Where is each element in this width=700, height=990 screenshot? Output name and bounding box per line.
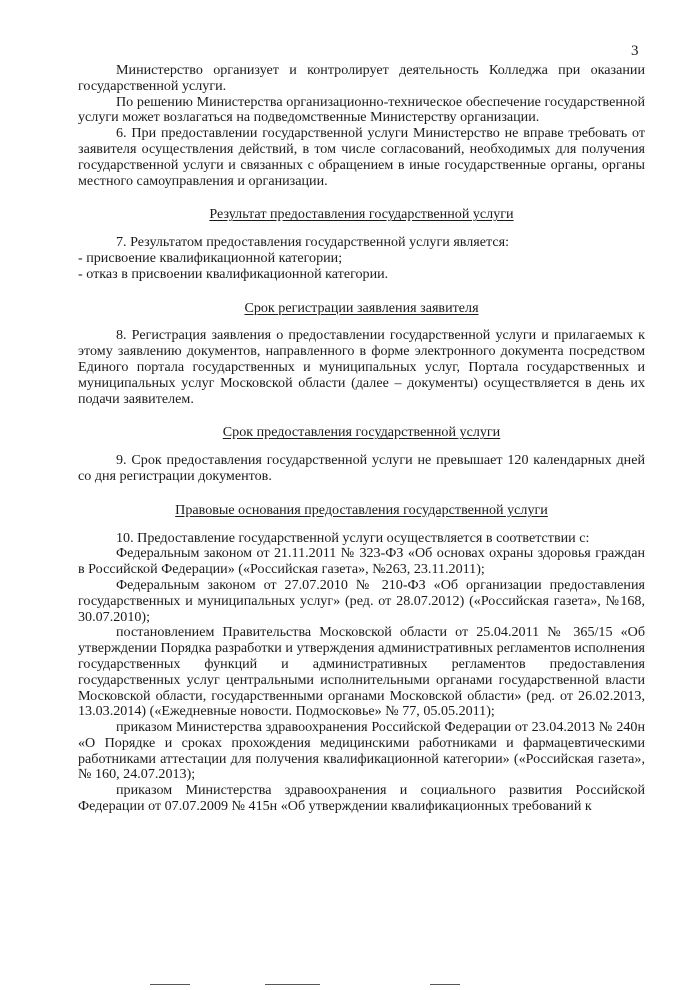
- page-number: 3: [631, 43, 639, 59]
- section-heading-term: Срок предоставления государственной услуги: [222, 424, 501, 441]
- paragraph: приказом Министерства здравоохранения Российской Федерации от 23.04.2013 № 240н «О Порядке и сроках прохождения медицинскими работниками и фармацевтическими работниками аттестации для получения квалификационной категории» («Российская газета», № 160, 24.07.2013);: [78, 719, 645, 783]
- paragraph: приказом Министерства здравоохранения и социального развития Российской Федерации от 07.07.2009 № 415н «Об утверждении квалификационных требований к: [78, 782, 645, 815]
- section-heading-legal: Правовые основания предоставления государственной услуги: [175, 501, 548, 518]
- document-body: [78, 63, 645, 815]
- paragraph: 10. Предоставление государственной услуги осуществляется в соответствии с:: [116, 529, 590, 546]
- paragraph: Федеральным законом от 27.07.2010 № 210-ФЗ «Об организации предоставления государственных и муниципальных услуг» (ред. от 28.07.2012) («Российская газета», №168, 30.07.2010);: [78, 576, 645, 625]
- paragraph: 6. При предоставлении государственной услуги Министерство не вправе требовать от заявителя осуществления действий, в том числе согласований, необходимых для получения государственной услуги и связанных с обращением в иные государственные органы, органы местного самоуправления и организации.: [78, 125, 645, 189]
- paragraph: 8. Регистрация заявления о предоставлении государственной услуги и прилагаемых к этому заявлению документов, направленного в форме электронного документа посредством Единого портала государственных и муниципальных услуг, Портала государственных и муниципальных услуг Московской области (далее – документы) осуществляется в день их подачи заявителем.: [78, 327, 645, 407]
- paragraph: 7. Результатом предоставления государственной услуги является:: [116, 234, 510, 251]
- scan-artifact: [150, 984, 190, 985]
- paragraph: По решению Министерства организационно-техническое обеспечение государственной услуги может возлагаться на подведомственные Министерству организации.: [78, 93, 645, 126]
- section-heading-registration: Срок регистрации заявления заявителя: [244, 299, 479, 316]
- paragraph: постановлением Правительства Московской области от 25.04.2011 № 365/15 «Об утверждении Порядка разработки и утверждения административных регламентов исполнения государственных функций и административных регламентов предоставления государственных услуг центральными исполнительными органами государственной власти Московской области, государственными органами Московской области» (ред. от 26.02.2013, 13.03.2014) («Ежедневные новости. Подмосковье» № 77, 05.05.2011);: [78, 624, 645, 720]
- paragraph: Министерство организует и контролирует деятельность Колледжа при оказании государственной услуги.: [78, 62, 645, 94]
- paragraph: Федеральным законом от 21.11.2011 № 323-ФЗ «Об основах охраны здоровья граждан в Российской Федерации» («Российская газета», №263, 23.11.2011);: [78, 545, 645, 578]
- list-item: - отказ в присвоении квалификационной категории.: [78, 265, 389, 282]
- scan-artifact: [430, 984, 460, 985]
- list-item: - присвоение квалификационной категории;: [78, 249, 343, 266]
- scan-artifact: [265, 984, 320, 985]
- section-heading-result: Результат предоставления государственной услуги: [209, 206, 514, 223]
- paragraph: 9. Срок предоставления государственной услуги не превышает 120 календарных дней со дня регистрации документов.: [78, 452, 645, 484]
